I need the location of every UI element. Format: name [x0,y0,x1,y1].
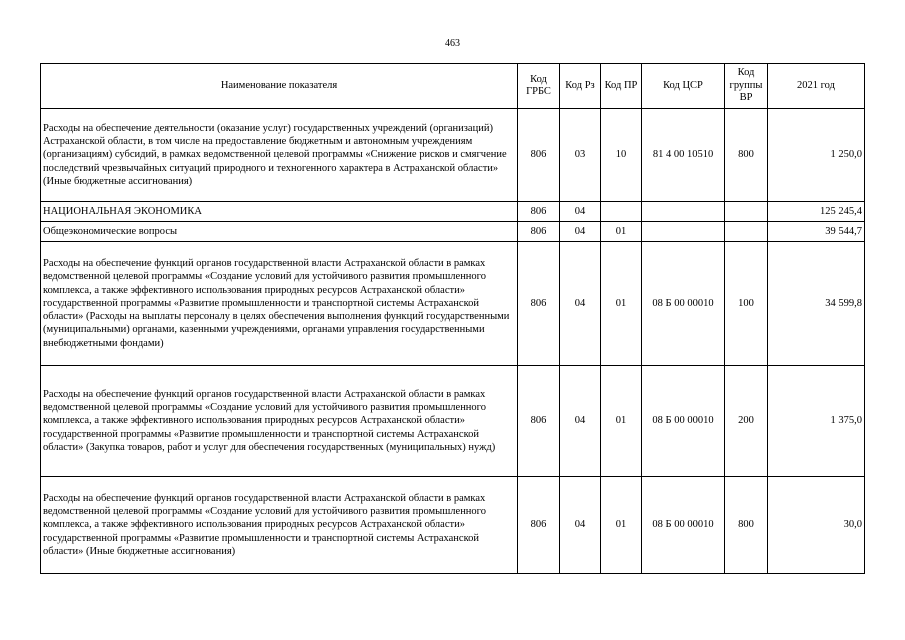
row-rz: 04 [560,366,601,477]
table-row [41,477,865,574]
row-rz: 04 [560,222,601,242]
row-pr: 01 [601,366,642,477]
row-name: Расходы на обеспечение деятельности (оказание услуг) государственных учреждений (организаций) Астраханской области, в том числе на предоставление бюджетным и автономным учреждениям (организациям) субсидий, в рамках ведомственной целевой программы «Снижение рисков и смягчение последствий чрезвычайных ситуаций природного и техногенного характера в Астраханской области» (Иные бюджетные ассигнования) [41,109,518,202]
budget-table [40,63,865,574]
row-pr: 01 [601,242,642,366]
row-name: Общеэкономические вопросы [41,222,518,242]
row-pr [601,202,642,222]
row-grbs: 806 [518,477,560,574]
header-rz: Код Рз [560,64,601,109]
row-vr [725,202,768,222]
row-value: 1 375,0 [768,366,865,477]
row-csr: 08 Б 00 00010 [642,366,725,477]
row-grbs: 806 [518,202,560,222]
row-csr: 08 Б 00 00010 [642,477,725,574]
header-name: Наименование показателя [41,64,518,109]
row-vr [725,222,768,242]
row-grbs: 806 [518,222,560,242]
row-name: Расходы на обеспечение функций органов государственной власти Астраханской области в рамках ведомственной целевой программы «Создание условий для устойчивого развития промышленного комплекса, а также эффективного использования природных ресурсов Астраханской области» государственной программы «Развитие промышленности и транспортной системы Астраханской области» (Иные бюджетные ассигнования) [41,477,518,574]
row-rz: 03 [560,109,601,202]
header-vr: Код группы ВР [725,64,768,109]
row-grbs: 806 [518,109,560,202]
row-name: Расходы на обеспечение функций органов государственной власти Астраханской области в рамках ведомственной целевой программы «Создание условий для устойчивого развития промышленного комплекса, а также эффективного использования природных ресурсов Астраханской области» государственной программы «Развитие промышленности и транспортной системы Астраханской области» (Закупка товаров, работ и услуг для обеспечения государственных (муниципальных) нужд) [41,366,518,477]
row-pr: 10 [601,109,642,202]
row-vr: 800 [725,477,768,574]
row-value: 125 245,4 [768,202,865,222]
row-csr [642,202,725,222]
row-grbs: 806 [518,242,560,366]
row-value: 1 250,0 [768,109,865,202]
table-row [41,222,865,242]
table-row [41,242,865,366]
row-vr: 800 [725,109,768,202]
header-pr: Код ПР [601,64,642,109]
row-name: Расходы на обеспечение функций органов государственной власти Астраханской области в рамках ведомственной целевой программы «Создание условий для устойчивого развития промышленного комплекса, а также эффективного использования природных ресурсов Астраханской области» государственной программы «Развитие промышленности и транспортной системы Астраханской области» (Расходы на выплаты персоналу в целях обеспечения выполнения функций государственными (муниципальными) органами, казенными учреждениями, органами управления государственными внебюджетными фондами) [41,242,518,366]
row-rz: 04 [560,477,601,574]
row-pr: 01 [601,477,642,574]
row-rz: 04 [560,202,601,222]
header-year: 2021 год [768,64,865,109]
table-row [41,202,865,222]
row-value: 30,0 [768,477,865,574]
page-number: 463 [445,38,460,49]
row-vr: 200 [725,366,768,477]
row-csr [642,222,725,242]
table-header-row [41,64,865,109]
row-value: 39 544,7 [768,222,865,242]
table-row [41,366,865,477]
row-pr: 01 [601,222,642,242]
header-csr: Код ЦСР [642,64,725,109]
row-value: 34 599,8 [768,242,865,366]
row-csr: 08 Б 00 00010 [642,242,725,366]
row-rz: 04 [560,242,601,366]
table-row [41,109,865,202]
header-grbs: Код ГРБС [518,64,560,109]
row-csr: 81 4 00 10510 [642,109,725,202]
row-vr: 100 [725,242,768,366]
row-name: НАЦИОНАЛЬНАЯ ЭКОНОМИКА [41,202,518,222]
row-grbs: 806 [518,366,560,477]
